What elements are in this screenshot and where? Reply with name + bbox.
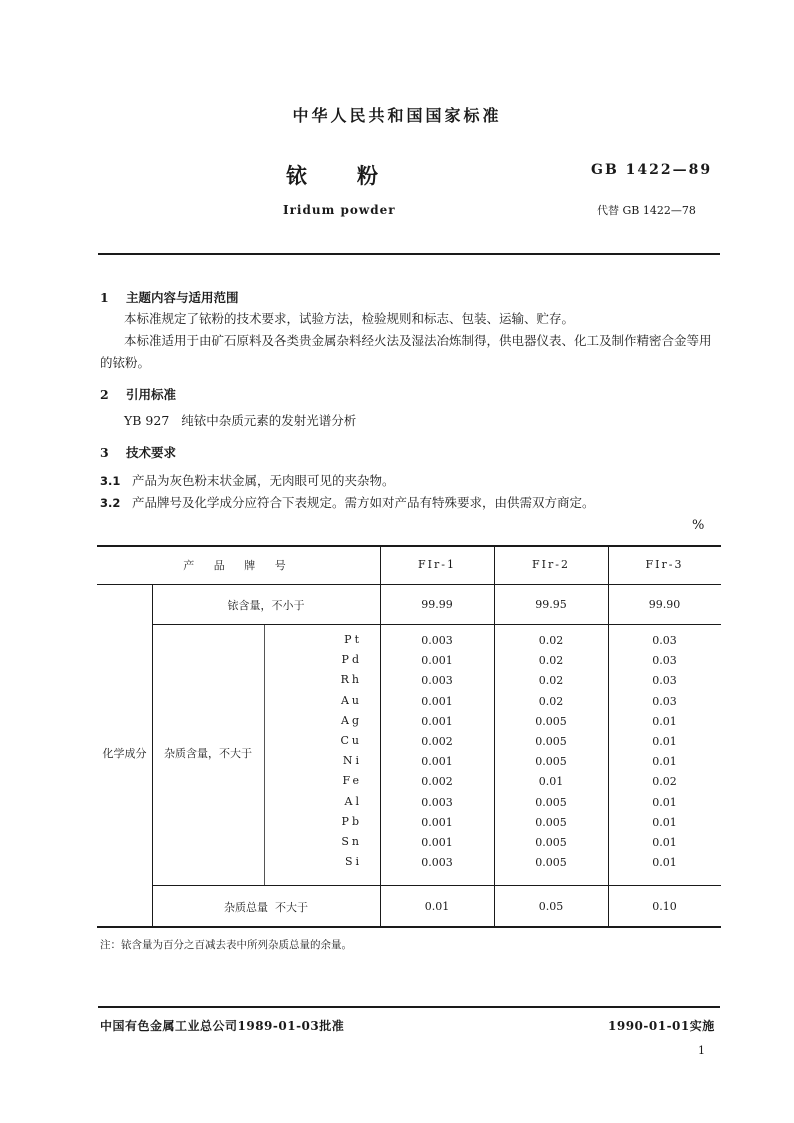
clause-text: 产品牌号及化学成分应符合下表规定。需方如对产品有特殊要求，由供需双方商定。 (132, 495, 595, 510)
impurity-value: 0.01 (652, 714, 677, 728)
section-2-heading (100, 385, 176, 403)
element-symbol: Sn (341, 835, 362, 848)
impurity-value: 0.02 (652, 775, 677, 789)
table-impurity-rule (152, 885, 721, 886)
impurity-value: 0.02 (538, 634, 564, 647)
impurity-value: 0.005 (535, 755, 567, 769)
element-symbol: Au (340, 693, 362, 707)
composition-table (97, 545, 721, 928)
section-title: 引用标准 (126, 387, 177, 402)
total-label: 杂质总量 不大于 (224, 901, 308, 914)
section-1-paragraph-1: 本标准规定了铱粉的技术要求，试验方法，检验规则和标志、包装、运输、贮存。 (124, 311, 575, 326)
element-symbol: Ag (341, 713, 362, 727)
impurity-value: 0.03 (652, 654, 677, 668)
grade-header: FIr-2 (532, 558, 570, 571)
impurity-value: 0.001 (421, 755, 453, 769)
impurity-value: 0.001 (421, 815, 453, 829)
table-top-border (97, 545, 721, 547)
unit-label: % (692, 518, 705, 533)
standard-code: GB 1422—89 (591, 162, 713, 178)
element-symbol: Cu (340, 734, 362, 747)
impurity-value: 0.01 (538, 775, 564, 789)
element-symbol: Pd (341, 653, 362, 667)
impurity-value: 0.001 (421, 714, 453, 728)
impurity-value: 0.01 (652, 815, 677, 829)
impurity-value: 0.003 (421, 856, 453, 870)
clause-3-1 (100, 470, 395, 492)
impurity-value: 0.003 (421, 795, 453, 809)
effective-date: 1990-01-01实施 (608, 1019, 715, 1033)
section-1-paragraph-2: 本标准适用于由矿石原料及各类贵金属杂料经火法及湿法冶炼制得，供电器仪表、化工及制作精密合金等用的铱粉。 (100, 333, 712, 370)
document-title-cn: 铱粉 (286, 163, 428, 188)
impurity-value: 0.005 (535, 714, 567, 728)
page-number: 1 (698, 1044, 705, 1057)
impurity-value: 0.03 (652, 694, 677, 708)
table-header-label: 产 品 牌 号 (183, 559, 294, 572)
ir-content-label: 铱含量，不小于 (227, 599, 305, 612)
impurity-value: 0.03 (652, 674, 677, 688)
section-3-heading (100, 443, 176, 461)
clause-number: 3.2 (100, 496, 121, 510)
impurity-value: 0.02 (538, 654, 564, 668)
impurity-value: 0.002 (421, 775, 453, 789)
ir-value: 99.95 (535, 598, 567, 611)
impurity-value: 0.005 (535, 795, 567, 809)
element-symbol: Si (344, 855, 362, 869)
group-label: 化学成分 (102, 747, 147, 760)
ir-value: 99.99 (421, 598, 453, 611)
clause-3-2 (100, 492, 595, 514)
impurity-value: 0.005 (535, 815, 567, 829)
section-1-heading (100, 288, 239, 306)
total-value: 0.10 (652, 900, 677, 913)
replaces-note: 代替 GB 1422—78 (597, 204, 696, 217)
impurity-value: 0.005 (535, 856, 567, 870)
ir-value: 99.90 (648, 598, 681, 611)
footer-divider (98, 1006, 720, 1008)
impurity-value: 0.01 (652, 735, 677, 748)
impurity-value: 0.003 (421, 674, 453, 688)
section-2-reference: YB 927 纯铱中杂质元素的发射光谱分析 (124, 413, 357, 428)
standard-title: 中华人民共和国国家标准 (292, 106, 502, 125)
element-symbol: Fe (342, 774, 362, 788)
table-header-rule (97, 584, 721, 585)
impurity-value: 0.005 (535, 735, 567, 748)
element-symbol: Pt (344, 633, 362, 646)
impurity-value: 0.001 (421, 836, 453, 849)
element-symbol: Rh (340, 673, 362, 687)
impurity-value: 0.001 (421, 694, 453, 708)
section-number: 1 (100, 290, 109, 305)
impurity-value: 0.001 (421, 654, 453, 668)
total-value: 0.01 (424, 900, 450, 913)
table-note: 注：铱含量为百分之百减去表中所列杂质总量的余量。 (100, 939, 352, 951)
element-symbol: Pb (341, 814, 362, 828)
section-number: 3 (100, 445, 109, 460)
clause-text: 产品为灰色粉末状金属，无肉眼可见的夹杂物。 (132, 473, 395, 488)
impurity-value: 0.01 (652, 836, 677, 849)
total-value: 0.05 (538, 900, 564, 913)
table-ir-rule (152, 624, 721, 625)
grade-header: FIr-3 (645, 558, 684, 571)
table-label-divider (264, 625, 265, 885)
section-title: 技术要求 (126, 445, 177, 460)
header-divider (98, 253, 720, 255)
impurity-value: 0.01 (652, 856, 677, 870)
impurity-value: 0.003 (421, 634, 453, 647)
element-symbol: Ni (342, 754, 362, 768)
element-symbol: Al (344, 794, 362, 808)
section-number: 2 (100, 387, 109, 402)
impurity-value: 0.005 (535, 836, 567, 849)
impurity-value: 0.02 (538, 674, 564, 688)
impurity-value: 0.01 (652, 755, 677, 769)
impurity-label: 杂质含量，不大于 (164, 747, 252, 760)
clause-number: 3.1 (100, 474, 121, 488)
impurity-value: 0.02 (538, 694, 564, 708)
grade-header: FIr-1 (418, 558, 456, 571)
document-title-en: Iridum powder (283, 203, 396, 217)
impurity-value: 0.03 (652, 634, 677, 647)
approval-line: 中国有色金属工业总公司1989-01-03批准 (100, 1019, 345, 1033)
table-bottom-border (97, 926, 721, 928)
section-title: 主题内容与适用范围 (126, 290, 239, 305)
impurity-value: 0.002 (421, 735, 453, 748)
impurity-value: 0.01 (652, 795, 677, 809)
